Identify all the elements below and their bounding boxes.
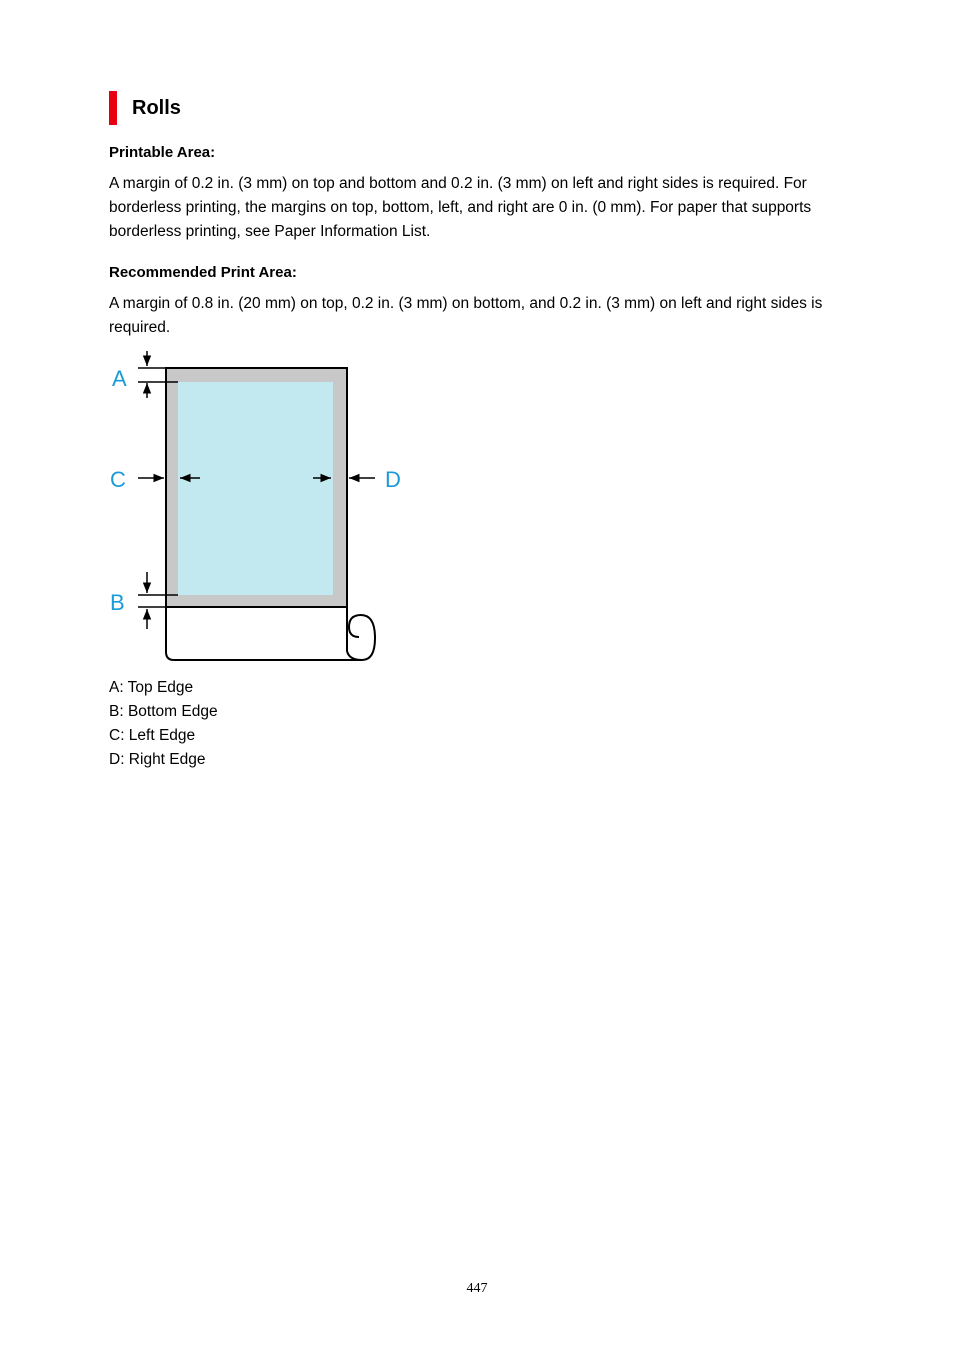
paper-roll (166, 607, 375, 660)
heading-accent-bar (109, 91, 117, 125)
marker-letter-a: A (112, 366, 127, 391)
printable-area-label: Printable Area: (109, 144, 216, 161)
legend-item-c: C: Left Edge (109, 727, 196, 744)
legend-item-a: A: Top Edge (109, 679, 194, 696)
recommended-area-text: A margin of 0.8 in. (20 mm) on top, 0.2 in. (3 mm) on bottom, and 0.2 in. (3 mm) on left and right sides is required. (109, 295, 823, 336)
marker-letter-b: B (110, 590, 125, 615)
print-area (178, 382, 333, 595)
print-area-diagram (100, 345, 410, 665)
printable-area-text: A margin of 0.2 in. (3 mm) on top and bottom and 0.2 in. (3 mm) on left and right sides is required. For borderless printing, the margins on top, bottom, left, and right are 0 in. (0 mm). For paper that supports borderless printing, see Paper Information List. (109, 175, 812, 240)
legend-item-d: D: Right Edge (109, 751, 206, 768)
section-heading (109, 90, 181, 126)
marker-letter-c: C (110, 467, 126, 492)
page-number: 447 (466, 1281, 488, 1296)
section-title: Rolls (132, 97, 181, 119)
legend-item-b: B: Bottom Edge (109, 703, 218, 720)
marker-letter-d: D (385, 467, 401, 492)
diagram-legend (109, 676, 218, 772)
recommended-area-label: Recommended Print Area: (109, 264, 297, 281)
